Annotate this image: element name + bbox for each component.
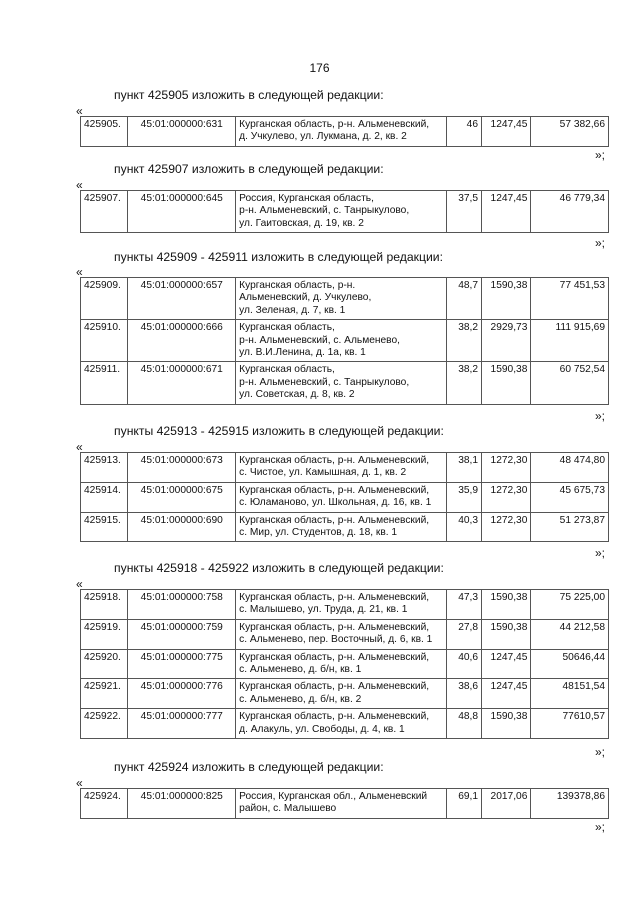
section-intro: пункты 425918 - 425922 изложить в следующей редакции:: [114, 561, 444, 575]
area-value: 48,7: [446, 278, 481, 320]
address-cell: [236, 482, 447, 512]
item-number: 425913.: [81, 453, 128, 483]
address-cell: [236, 320, 447, 362]
open-quote: «: [76, 577, 83, 591]
address-cell: [236, 453, 447, 483]
address-line: Курганская область, р-н. Альменевский,: [239, 711, 430, 723]
address-cell: [236, 619, 447, 649]
address-line: с. Альменево, д. б/н, кв. 2: [239, 693, 362, 705]
section-intro: пункты 425909 - 425911 изложить в следующей редакции:: [114, 250, 443, 264]
page-number: 176: [309, 61, 330, 75]
table-row: [81, 482, 609, 512]
cost-per-m2-value: 1272,30: [482, 482, 531, 512]
total-value: 77 451,53: [531, 278, 609, 320]
cost-per-m2-value: 1247,45: [482, 649, 531, 679]
address-line: Курганская область, р-н. Альменевский,: [239, 455, 430, 466]
property-table: [80, 788, 609, 819]
cadastral-number: 45:01:000000:673: [128, 453, 236, 483]
property-table: [80, 116, 609, 147]
address-cell: [236, 649, 447, 679]
close-quote: »;: [595, 546, 606, 560]
cost-per-m2-value: 1590,38: [482, 709, 531, 739]
address-cell: [236, 362, 447, 404]
close-quote: »;: [595, 148, 606, 162]
cadastral-number: 45:01:000000:666: [128, 320, 236, 362]
area-value: 38,2: [446, 320, 481, 362]
table-row: [81, 191, 609, 233]
cadastral-number: 45:01:000000:825: [128, 789, 236, 819]
total-value: 46 779,34: [531, 191, 609, 233]
address-line: Курганская область, р-н. Альменевский,: [239, 592, 430, 603]
open-quote: «: [76, 776, 83, 790]
item-number: 425921.: [81, 679, 128, 709]
address-cell: [236, 278, 447, 320]
section-intro: пункт 425905 изложить в следующей редакции:: [114, 88, 384, 102]
area-value: 38,2: [446, 362, 481, 404]
total-value: 44 212,58: [531, 619, 609, 649]
total-value: 60 752,54: [531, 362, 609, 404]
cost-per-m2-value: 2929,73: [482, 320, 531, 362]
address-line: д. Учкулево, ул. Лукмана, д. 2, кв. 2: [239, 131, 407, 143]
area-value: 46: [446, 117, 481, 147]
address-line: Курганская область,: [239, 364, 335, 376]
item-number: 425910.: [81, 320, 128, 362]
address-line: Курганская область, р-н. Альменевский,: [239, 621, 430, 633]
total-value: 45 675,73: [531, 482, 609, 512]
total-value: 48151,54: [531, 679, 609, 709]
cadastral-number: 45:01:000000:657: [128, 278, 236, 320]
address-line: Альменевский, д. Учкулево,: [239, 292, 372, 304]
table-row: [81, 278, 609, 320]
address-line: р-н. Альменевский, с. Альменево,: [239, 334, 400, 346]
table-row: [81, 362, 609, 404]
cadastral-number: 45:01:000000:690: [128, 512, 236, 542]
table-row: [81, 590, 609, 620]
total-value: 51 273,87: [531, 512, 609, 542]
cost-per-m2-value: 1247,45: [482, 679, 531, 709]
close-quote: »;: [595, 820, 606, 834]
table-row: [81, 679, 609, 709]
property-table: [80, 277, 609, 405]
cost-per-m2-value: 1272,30: [482, 512, 531, 542]
item-number: 425920.: [81, 649, 128, 679]
cadastral-number: 45:01:000000:758: [128, 590, 236, 620]
address-line: с. Мир, ул. Студентов, д. 18, кв. 1: [239, 527, 398, 539]
cadastral-number: 45:01:000000:777: [128, 709, 236, 739]
cadastral-number: 45:01:000000:631: [128, 117, 236, 147]
address-cell: [236, 709, 447, 739]
address-line: Курганская область, р-н. Альменевский,: [239, 681, 430, 693]
address-line: Курганская область, р-н. Альменевский,: [239, 651, 430, 663]
address-line: ул. В.И.Ленина, д. 1а, кв. 1: [239, 347, 366, 359]
item-number: 425914.: [81, 482, 128, 512]
open-quote: «: [76, 104, 83, 118]
property-table: [80, 452, 609, 542]
address-cell: [236, 679, 447, 709]
cost-per-m2-value: 2017,06: [482, 789, 531, 819]
table-row: [81, 453, 609, 483]
close-quote: »;: [595, 236, 606, 250]
close-quote: »;: [595, 745, 606, 759]
address-line: Курганская область,: [239, 322, 335, 334]
cadastral-number: 45:01:000000:671: [128, 362, 236, 404]
area-value: 48,8: [446, 709, 481, 739]
address-line: с. Альменево, пер. Восточный, д. 6, кв. 1: [239, 634, 433, 646]
property-table: [80, 589, 609, 739]
cost-per-m2-value: 1272,30: [482, 453, 531, 483]
total-value: 139378,86: [531, 789, 609, 819]
cadastral-number: 45:01:000000:675: [128, 482, 236, 512]
address-line: Курганская область, р-н. Альменевский,: [239, 119, 430, 130]
address-line: Курганская область, р-н.: [239, 280, 356, 291]
area-value: 40,3: [446, 512, 481, 542]
total-value: 77610,57: [531, 709, 609, 739]
item-number: 425905.: [81, 117, 128, 147]
total-value: 50646,44: [531, 649, 609, 679]
item-number: 425915.: [81, 512, 128, 542]
address-line: с. Юламаново, ул. Школьная, д. 16, кв. 1: [239, 497, 432, 509]
address-line: Россия, Курганская область,: [239, 193, 374, 204]
area-value: 27,8: [446, 619, 481, 649]
cost-per-m2-value: 1247,45: [482, 191, 531, 233]
close-quote: »;: [595, 409, 606, 423]
property-table: [80, 190, 609, 233]
table-row: [81, 512, 609, 542]
area-value: 35,9: [446, 482, 481, 512]
address-line: ул. Гаитовская, д. 19, кв. 2: [239, 217, 364, 229]
area-value: 69,1: [446, 789, 481, 819]
address-line: ул. Зеленая, д. 7, кв. 1: [239, 304, 346, 316]
area-value: 47,3: [446, 590, 481, 620]
address-line: ул. Советская, д. 8, кв. 2: [239, 389, 355, 401]
address-cell: [236, 590, 447, 620]
section-intro: пункты 425913 - 425915 изложить в следующей редакции:: [114, 424, 444, 438]
table-row: [81, 789, 609, 819]
area-value: 40,6: [446, 649, 481, 679]
section-intro: пункт 425924 изложить в следующей редакции:: [114, 760, 384, 774]
address-line: с. Чистое, ул. Камышная, д. 1, кв. 2: [239, 467, 407, 479]
address-line: р-н. Альменевский, с. Танрыкулово,: [239, 205, 410, 217]
cadastral-number: 45:01:000000:645: [128, 191, 236, 233]
item-number: 425907.: [81, 191, 128, 233]
cadastral-number: 45:01:000000:775: [128, 649, 236, 679]
cost-per-m2-value: 1590,38: [482, 278, 531, 320]
address-line: район, с. Малышево: [239, 803, 337, 815]
address-line: Россия, Курганская обл., Альменевский: [239, 791, 428, 802]
cost-per-m2-value: 1590,38: [482, 590, 531, 620]
address-cell: [236, 512, 447, 542]
open-quote: «: [76, 265, 83, 279]
table-row: [81, 709, 609, 739]
address-cell: [236, 789, 447, 819]
total-value: 48 474,80: [531, 453, 609, 483]
item-number: 425922.: [81, 709, 128, 739]
item-number: 425918.: [81, 590, 128, 620]
item-number: 425924.: [81, 789, 128, 819]
table-row: [81, 619, 609, 649]
address-line: с. Малышево, ул. Труда, д. 21, кв. 1: [239, 604, 408, 616]
cost-per-m2-value: 1247,45: [482, 117, 531, 147]
address-line: д. Алакуль, ул. Свободы, д. 4, кв. 1: [239, 723, 405, 735]
table-row: [81, 320, 609, 362]
total-value: 57 382,66: [531, 117, 609, 147]
open-quote: «: [76, 178, 83, 192]
cost-per-m2-value: 1590,38: [482, 619, 531, 649]
item-number: 425919.: [81, 619, 128, 649]
address-line: Курганская область, р-н. Альменевский,: [239, 484, 430, 496]
item-number: 425911.: [81, 362, 128, 404]
total-value: 111 915,69: [531, 320, 609, 362]
address-line: с. Альменево, д. б/н, кв. 1: [239, 664, 362, 676]
area-value: 37,5: [446, 191, 481, 233]
address-cell: [236, 191, 447, 233]
address-cell: [236, 117, 447, 147]
table-row: [81, 117, 609, 147]
cost-per-m2-value: 1590,38: [482, 362, 531, 404]
address-line: р-н. Альменевский, с. Танрыкулово,: [239, 376, 410, 388]
section-intro: пункт 425907 изложить в следующей редакции:: [114, 162, 384, 176]
cadastral-number: 45:01:000000:776: [128, 679, 236, 709]
address-line: Курганская область, р-н. Альменевский,: [239, 514, 430, 526]
area-value: 38,6: [446, 679, 481, 709]
total-value: 75 225,00: [531, 590, 609, 620]
area-value: 38,1: [446, 453, 481, 483]
item-number: 425909.: [81, 278, 128, 320]
open-quote: «: [76, 440, 83, 454]
table-row: [81, 649, 609, 679]
cadastral-number: 45:01:000000:759: [128, 619, 236, 649]
